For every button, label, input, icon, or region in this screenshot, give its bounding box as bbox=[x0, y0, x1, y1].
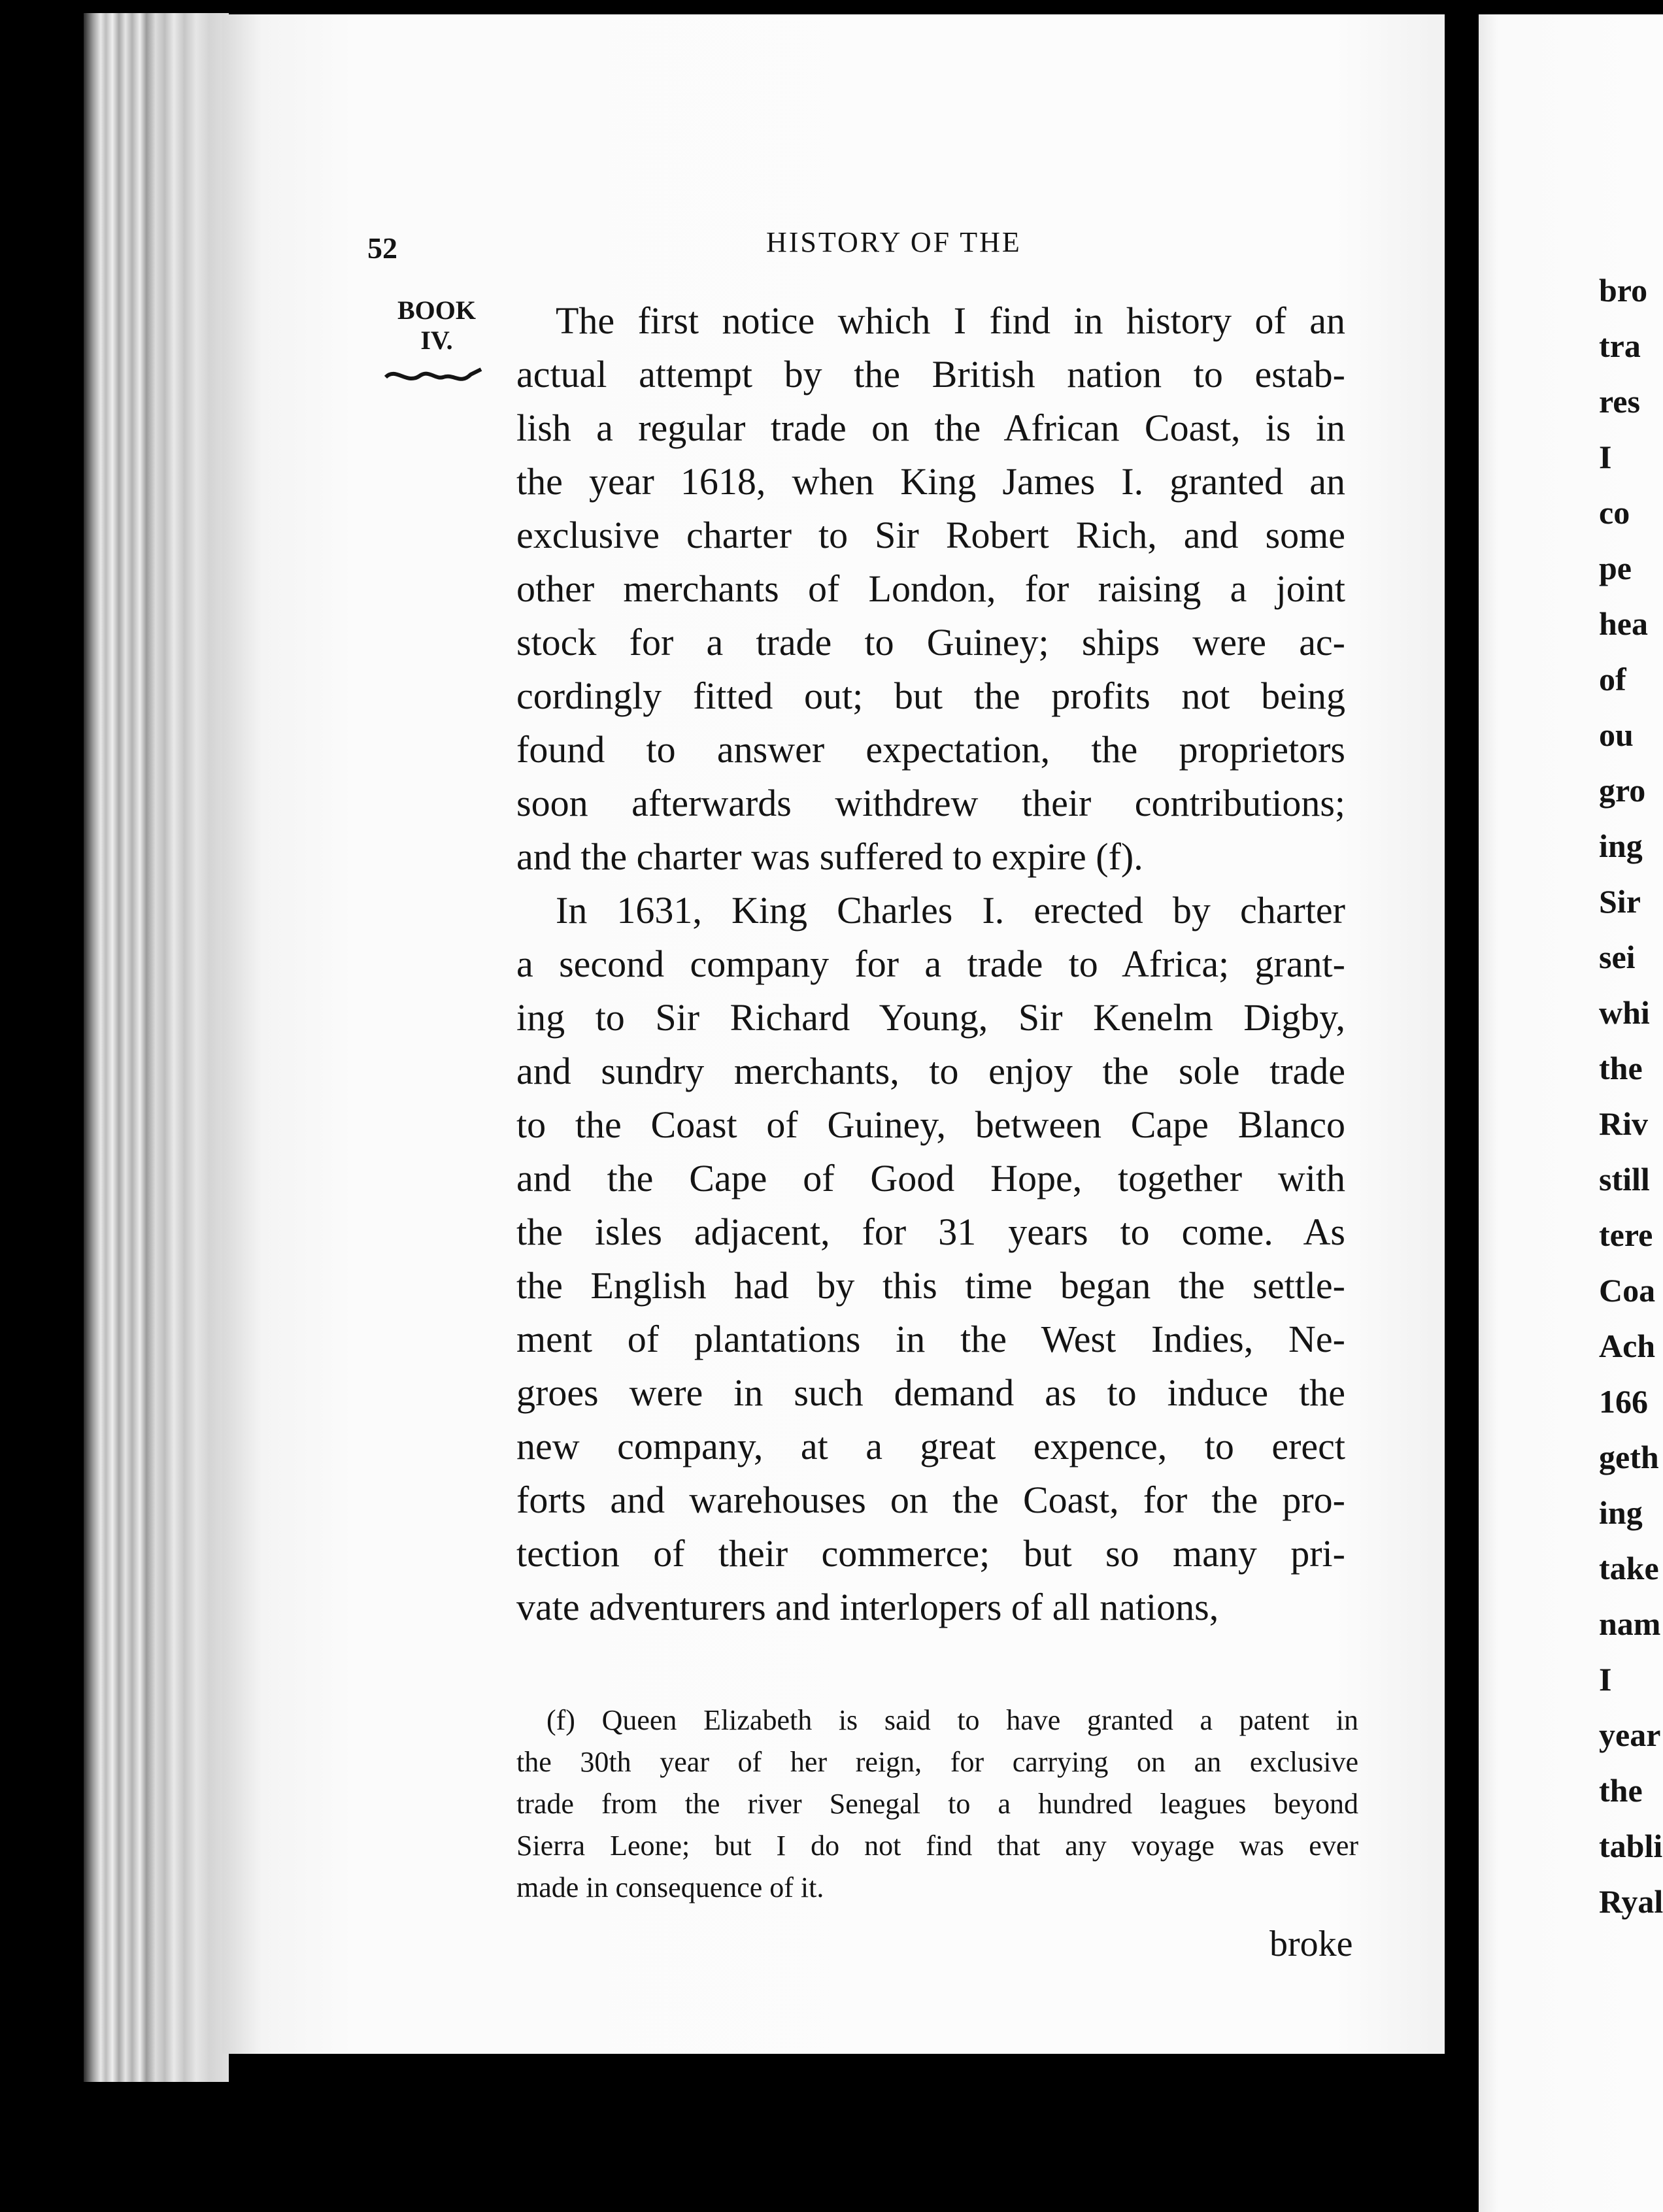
text-line: and the Cape of Good Hope, together with bbox=[516, 1157, 1345, 1199]
running-head: HISTORY OF THE bbox=[766, 226, 1022, 258]
facing-page-fragment: Sir bbox=[1599, 883, 1641, 920]
text-line: new company, at a great expence, to erect bbox=[516, 1425, 1345, 1467]
facing-page-fragment: co bbox=[1599, 494, 1630, 531]
text-line: forts and warehouses on the Coast, for the pro- bbox=[516, 1479, 1345, 1521]
text-line: ment of plantations in the West Indies, Ne- bbox=[516, 1318, 1345, 1360]
facing-page-fragment: geth bbox=[1599, 1439, 1659, 1475]
margin-note-volume: IV. bbox=[420, 326, 453, 355]
text-line: the year 1618, when King James I. granted an bbox=[516, 460, 1345, 503]
facing-page-fragment: Coa bbox=[1599, 1272, 1656, 1309]
facing-page-fragment: ing bbox=[1599, 828, 1643, 864]
text-line: and the charter was suffered to expire (f). bbox=[516, 835, 1143, 878]
facing-page-fragment: nam bbox=[1599, 1605, 1661, 1642]
facing-page-fragment: whi bbox=[1599, 994, 1650, 1031]
text-line: lish a regular trade on the African Coast, is in bbox=[516, 407, 1345, 449]
facing-page-fragment: tra bbox=[1599, 327, 1641, 364]
footnote-line: trade from the river Senegal to a hundred leagues beyond bbox=[516, 1788, 1358, 1820]
page-number: 52 bbox=[367, 231, 397, 265]
text-line: cordingly fitted out; but the profits not being bbox=[516, 675, 1345, 717]
text-line: In 1631, King Charles I. erected by charter bbox=[556, 889, 1345, 931]
facing-page-fragment: ing bbox=[1599, 1494, 1643, 1531]
margin-note bbox=[391, 295, 482, 356]
facing-page-fragment: tabli bbox=[1599, 1828, 1663, 1864]
text-line: stock for a trade to Guiney; ships were ac- bbox=[516, 621, 1345, 663]
footnote-line: made in consequence of it. bbox=[516, 1871, 824, 1903]
facing-page-fragment: still bbox=[1599, 1161, 1650, 1198]
facing-page-fragment: 166 bbox=[1599, 1383, 1648, 1420]
text-line: vate adventurers and interlopers of all nations, bbox=[516, 1586, 1219, 1628]
facing-page-fragment: I bbox=[1599, 1661, 1612, 1698]
facing-page-fragment: gro bbox=[1599, 772, 1646, 809]
facing-page-fragment: of bbox=[1599, 661, 1626, 697]
facing-page-text bbox=[1599, 263, 1663, 1930]
text-line: a second company for a trade to Africa; grant- bbox=[516, 943, 1345, 985]
facing-page-fragment: bro bbox=[1599, 272, 1648, 309]
text-line: tection of their commerce; but so many pri- bbox=[516, 1532, 1345, 1575]
footnote bbox=[516, 1700, 1358, 1909]
text-line: actual attempt by the British nation to estab- bbox=[516, 353, 1345, 395]
text-line: found to answer expectation, the proprietors bbox=[516, 728, 1345, 771]
text-line: The first notice which I find in history of an bbox=[556, 299, 1345, 342]
text-line: exclusive charter to Sir Robert Rich, and some bbox=[516, 514, 1345, 556]
margin-note-book: BOOK bbox=[397, 295, 477, 325]
facing-page-fragment: take bbox=[1599, 1550, 1659, 1586]
text-line: ing to Sir Richard Young, Sir Kenelm Digby, bbox=[516, 996, 1345, 1039]
facing-page-fragment: res bbox=[1599, 383, 1640, 420]
text-line: other merchants of London, for raising a joint bbox=[516, 567, 1345, 610]
facing-page-fragment: I bbox=[1599, 439, 1612, 475]
text-line: soon afterwards withdrew their contributions; bbox=[516, 782, 1345, 824]
facing-page-fragment: tere bbox=[1599, 1216, 1653, 1253]
footnote-line: (f) Queen Elizabeth is said to have granted a patent in bbox=[546, 1704, 1358, 1736]
brace-ornament-icon bbox=[383, 363, 488, 389]
facing-page-fragment: ou bbox=[1599, 716, 1634, 753]
facing-page-fragment: Riv bbox=[1599, 1105, 1648, 1142]
text-line: to the Coast of Guiney, between Cape Blanco bbox=[516, 1103, 1345, 1146]
facing-page-fragment: sei bbox=[1599, 939, 1636, 975]
text-line: the isles adjacent, for 31 years to come. As bbox=[516, 1211, 1345, 1253]
facing-page-fragment: the bbox=[1599, 1050, 1643, 1086]
facing-page-fragment: Ach bbox=[1599, 1328, 1656, 1364]
facing-page-fragment: Ryal bbox=[1599, 1883, 1663, 1920]
footnote-line: Sierra Leone; but I do not find that any voyage was ever bbox=[516, 1830, 1358, 1862]
facing-page-fragment: hea bbox=[1599, 605, 1648, 642]
footnote-line: the 30th year of her reign, for carrying on an exclusive bbox=[516, 1746, 1358, 1778]
body-text bbox=[516, 294, 1345, 1634]
text-line: groes were in such demand as to induce the bbox=[516, 1371, 1345, 1414]
page-edges bbox=[84, 13, 229, 2082]
text-line: and sundry merchants, to enjoy the sole trade bbox=[516, 1050, 1345, 1092]
facing-page-fragment: pe bbox=[1599, 550, 1632, 586]
facing-page-fragment: the bbox=[1599, 1772, 1643, 1809]
catchword: broke bbox=[1269, 1924, 1353, 1964]
facing-page-fragment: year bbox=[1599, 1717, 1661, 1753]
text-line: the English had by this time began the settle- bbox=[516, 1264, 1345, 1307]
